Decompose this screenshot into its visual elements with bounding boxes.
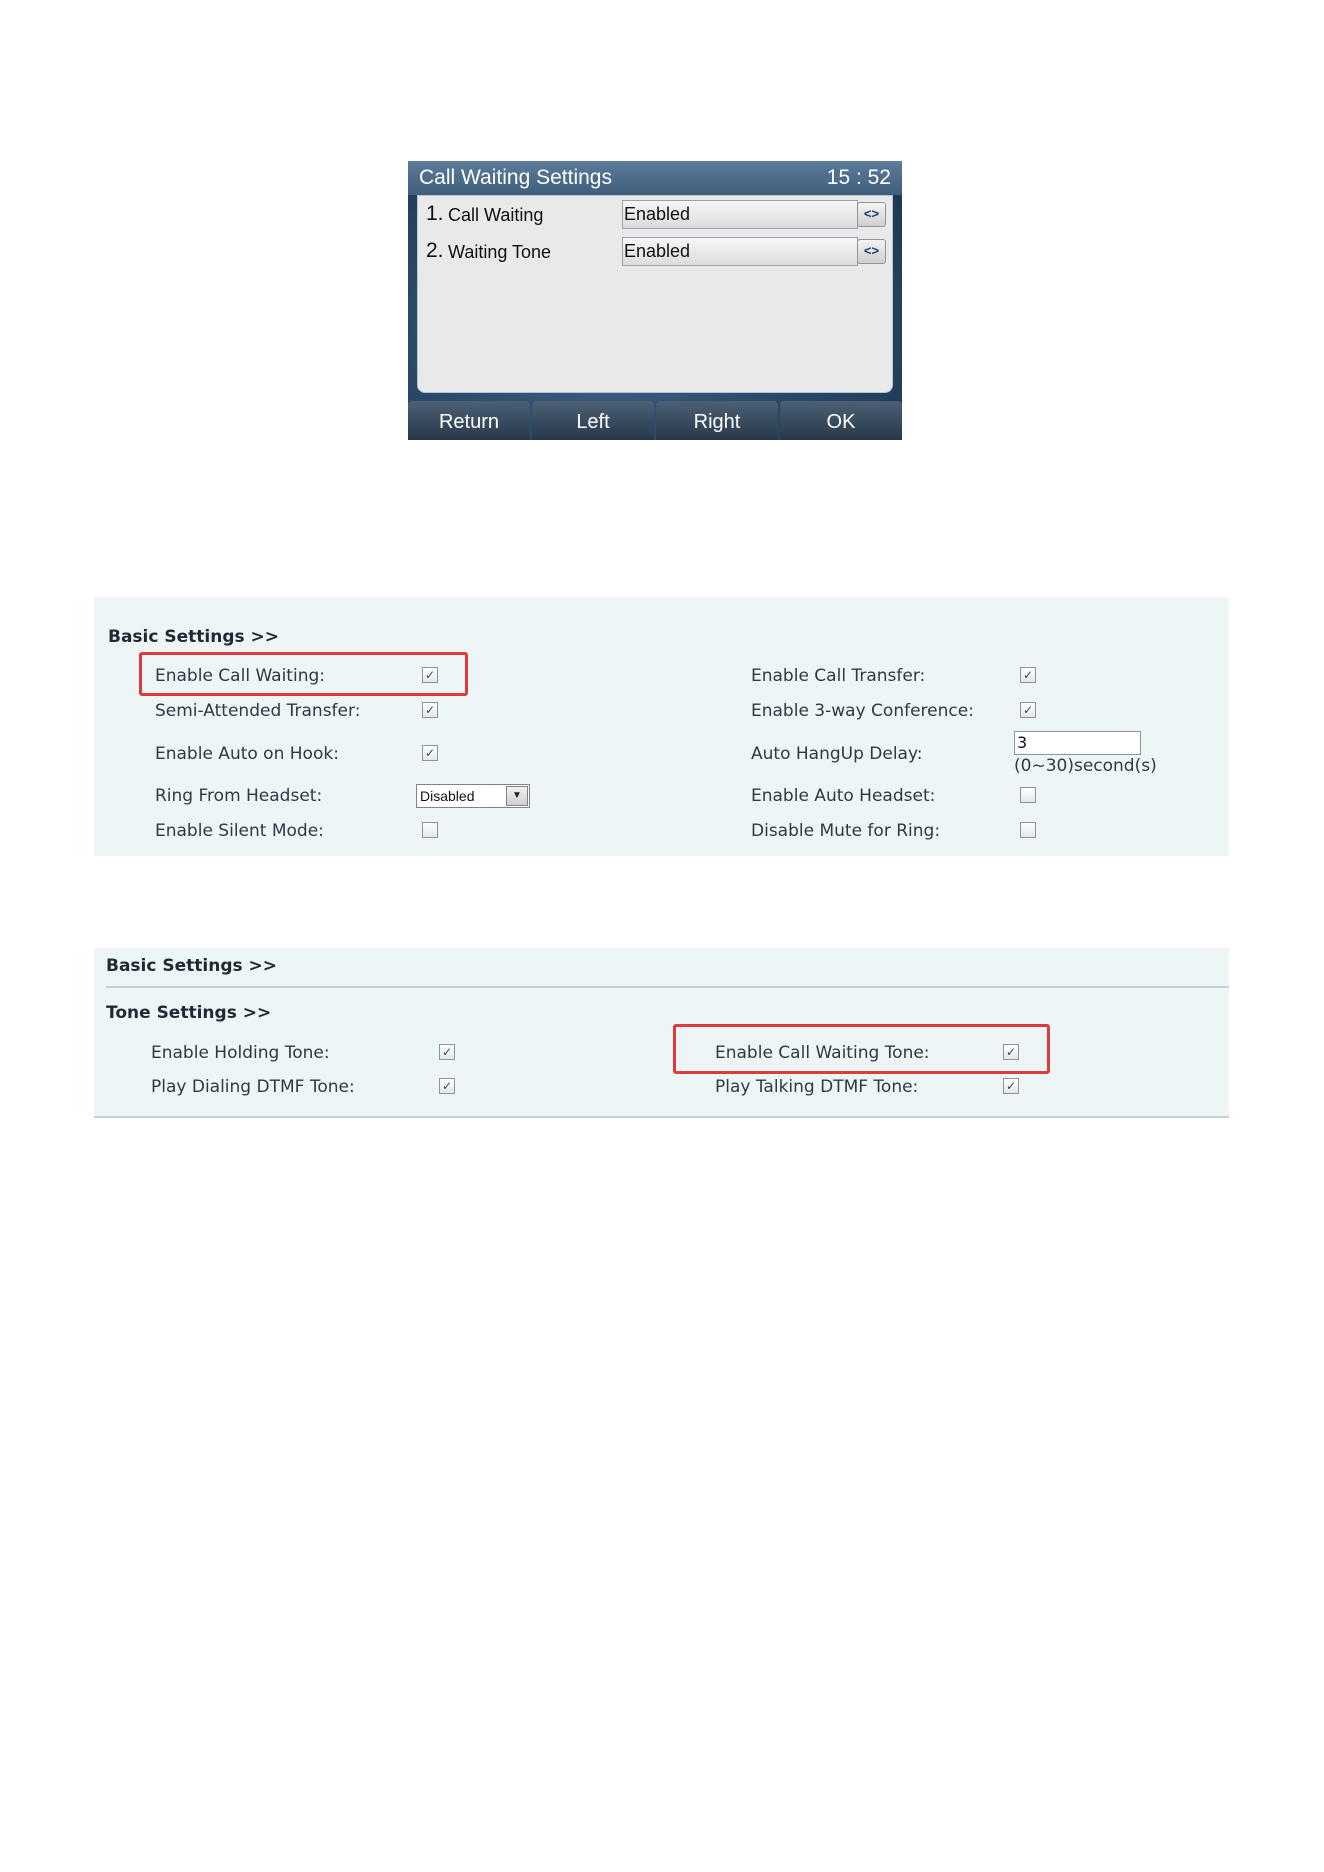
- enable-holding-tone-checkbox[interactable]: ✓: [439, 1044, 455, 1060]
- play-talking-dtmf-tone-label: Play Talking DTMF Tone:: [715, 1077, 919, 1097]
- disable-mute-for-ring-checkbox[interactable]: [1020, 822, 1036, 838]
- basic-settings-header[interactable]: Basic Settings >>: [108, 627, 280, 647]
- enable-3way-conference-label: Enable 3-way Conference:: [751, 701, 974, 721]
- enable-auto-headset-label: Enable Auto Headset:: [751, 786, 936, 806]
- tone-settings-panel: [94, 948, 1229, 1118]
- row-label: Call Waiting: [448, 205, 544, 225]
- right-softkey[interactable]: Right: [656, 401, 778, 440]
- enable-call-transfer-checkbox[interactable]: ✓: [1020, 667, 1036, 683]
- left-softkey[interactable]: Left: [532, 401, 654, 440]
- play-talking-dtmf-tone-checkbox[interactable]: ✓: [1003, 1078, 1019, 1094]
- basic-settings-panel: [94, 597, 1229, 856]
- row-number: 2.: [426, 239, 444, 262]
- enable-silent-mode-checkbox[interactable]: [422, 822, 438, 838]
- enable-holding-tone-label: Enable Holding Tone:: [151, 1043, 330, 1063]
- enable-call-transfer-label: Enable Call Transfer:: [751, 666, 926, 686]
- left-right-arrows-icon[interactable]: <>: [857, 239, 886, 264]
- row-label: Waiting Tone: [448, 242, 552, 262]
- row-number: 1.: [426, 202, 444, 225]
- chevron-down-icon[interactable]: ▼: [506, 786, 528, 806]
- disable-mute-for-ring-label: Disable Mute for Ring:: [751, 821, 941, 841]
- ring-from-headset-label: Ring From Headset:: [155, 786, 323, 806]
- play-dialing-dtmf-tone-checkbox[interactable]: ✓: [439, 1078, 455, 1094]
- enable-silent-mode-label: Enable Silent Mode:: [155, 821, 324, 841]
- enable-auto-on-hook-label: Enable Auto on Hook:: [155, 744, 339, 764]
- enable-auto-headset-checkbox[interactable]: [1020, 787, 1036, 803]
- phone-row-waiting-tone[interactable]: [418, 234, 894, 268]
- auto-hangup-delay-unit: (0~30)second(s): [1014, 756, 1157, 776]
- phone-clock: 15 : 52: [826, 166, 891, 189]
- section-divider: [106, 986, 1229, 988]
- ring-from-headset-value: Disabled: [420, 788, 475, 804]
- enable-auto-on-hook-checkbox[interactable]: ✓: [422, 745, 438, 761]
- phone-row-call-waiting[interactable]: [418, 197, 894, 231]
- auto-hangup-delay-label: Auto HangUp Delay:: [751, 744, 923, 764]
- ok-softkey[interactable]: OK: [780, 401, 902, 440]
- enable-call-waiting-label: Enable Call Waiting:: [155, 666, 325, 686]
- enable-call-waiting-checkbox[interactable]: ✓: [422, 667, 438, 683]
- phone-softkeys: [408, 401, 902, 440]
- tone-settings-header[interactable]: Tone Settings >>: [106, 1003, 272, 1023]
- enable-call-waiting-tone-label: Enable Call Waiting Tone:: [715, 1043, 930, 1063]
- left-right-arrows-icon[interactable]: <>: [857, 202, 886, 227]
- call-waiting-highlight-box: [139, 652, 468, 696]
- basic-settings-header[interactable]: Basic Settings >>: [106, 956, 278, 976]
- semi-attended-transfer-checkbox[interactable]: ✓: [422, 702, 438, 718]
- enable-call-waiting-tone-checkbox[interactable]: ✓: [1003, 1044, 1019, 1060]
- waiting-tone-value[interactable]: Enabled: [622, 237, 858, 266]
- play-dialing-dtmf-tone-label: Play Dialing DTMF Tone:: [151, 1077, 355, 1097]
- phone-title-bar: [408, 161, 902, 195]
- phone-title: Call Waiting Settings: [419, 166, 612, 189]
- call-waiting-tone-highlight-box: [673, 1024, 1050, 1074]
- enable-3way-conference-checkbox[interactable]: ✓: [1020, 702, 1036, 718]
- semi-attended-transfer-label: Semi-Attended Transfer:: [155, 701, 361, 721]
- phone-settings-panel: [417, 195, 893, 393]
- auto-hangup-delay-input[interactable]: 3: [1014, 731, 1141, 755]
- phone-screen: [408, 161, 902, 440]
- return-softkey[interactable]: Return: [408, 401, 530, 440]
- call-waiting-value[interactable]: Enabled: [622, 200, 858, 229]
- ring-from-headset-select[interactable]: [416, 784, 530, 808]
